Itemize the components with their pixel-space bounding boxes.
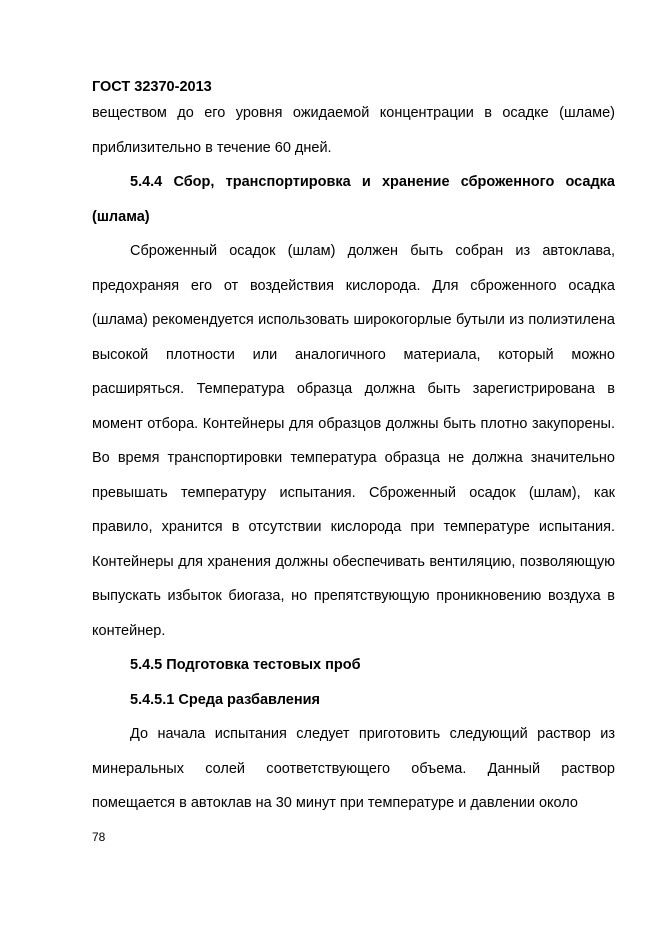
- section-heading-5-4-5-1: 5.4.5.1 Среда разбавления: [130, 691, 320, 708]
- document-body: [92, 96, 615, 821]
- document-header: ГОСТ 32370-2013: [92, 79, 212, 95]
- paragraph-sludge-collection: Сброженный осадок (шлам) должен быть собран из автоклава, предохраняя его от воздействия кислорода. Для сброженного осадка (шлама) рекомендуется использовать широкогорлые бутыли из полиэтилена высокой плотности или аналогичного материала, который можно расширяться. Температура образца должна быть зарегистрирована в момент отбора. Контейнеры для образцов должны быть плотно закупорены. Во время транспортировки температура образца не должна значительно превышать температуру испытания. Сброженный осадок (шлам), как правило, хранится в отсутствии кислорода при температуре испытания. Контейнеры для хранения должны обеспечивать вентиляцию, позволяющую выпускать избыток биогаза, но препятствующую проникновению воздуха в контейнер.: [92, 243, 615, 639]
- paragraph-continuation: веществом до его уровня ожидаемой концентрации в осадке (шламе) приблизительно в течение 60 дней.: [92, 105, 615, 156]
- section-heading-5-4-4: 5.4.4 Сбор, транспортировка и хранение сброженного осадка (шлама): [92, 174, 615, 225]
- page-number: 78: [92, 830, 106, 844]
- section-heading-5-4-5: 5.4.5 Подготовка тестовых проб: [130, 657, 361, 673]
- paragraph-dilution-medium: До начала испытания следует приготовить следующий раствор из минеральных солей соответствующего объема. Данный раствор помещается в автоклав на 30 минут при температуре и давлении около: [92, 726, 615, 811]
